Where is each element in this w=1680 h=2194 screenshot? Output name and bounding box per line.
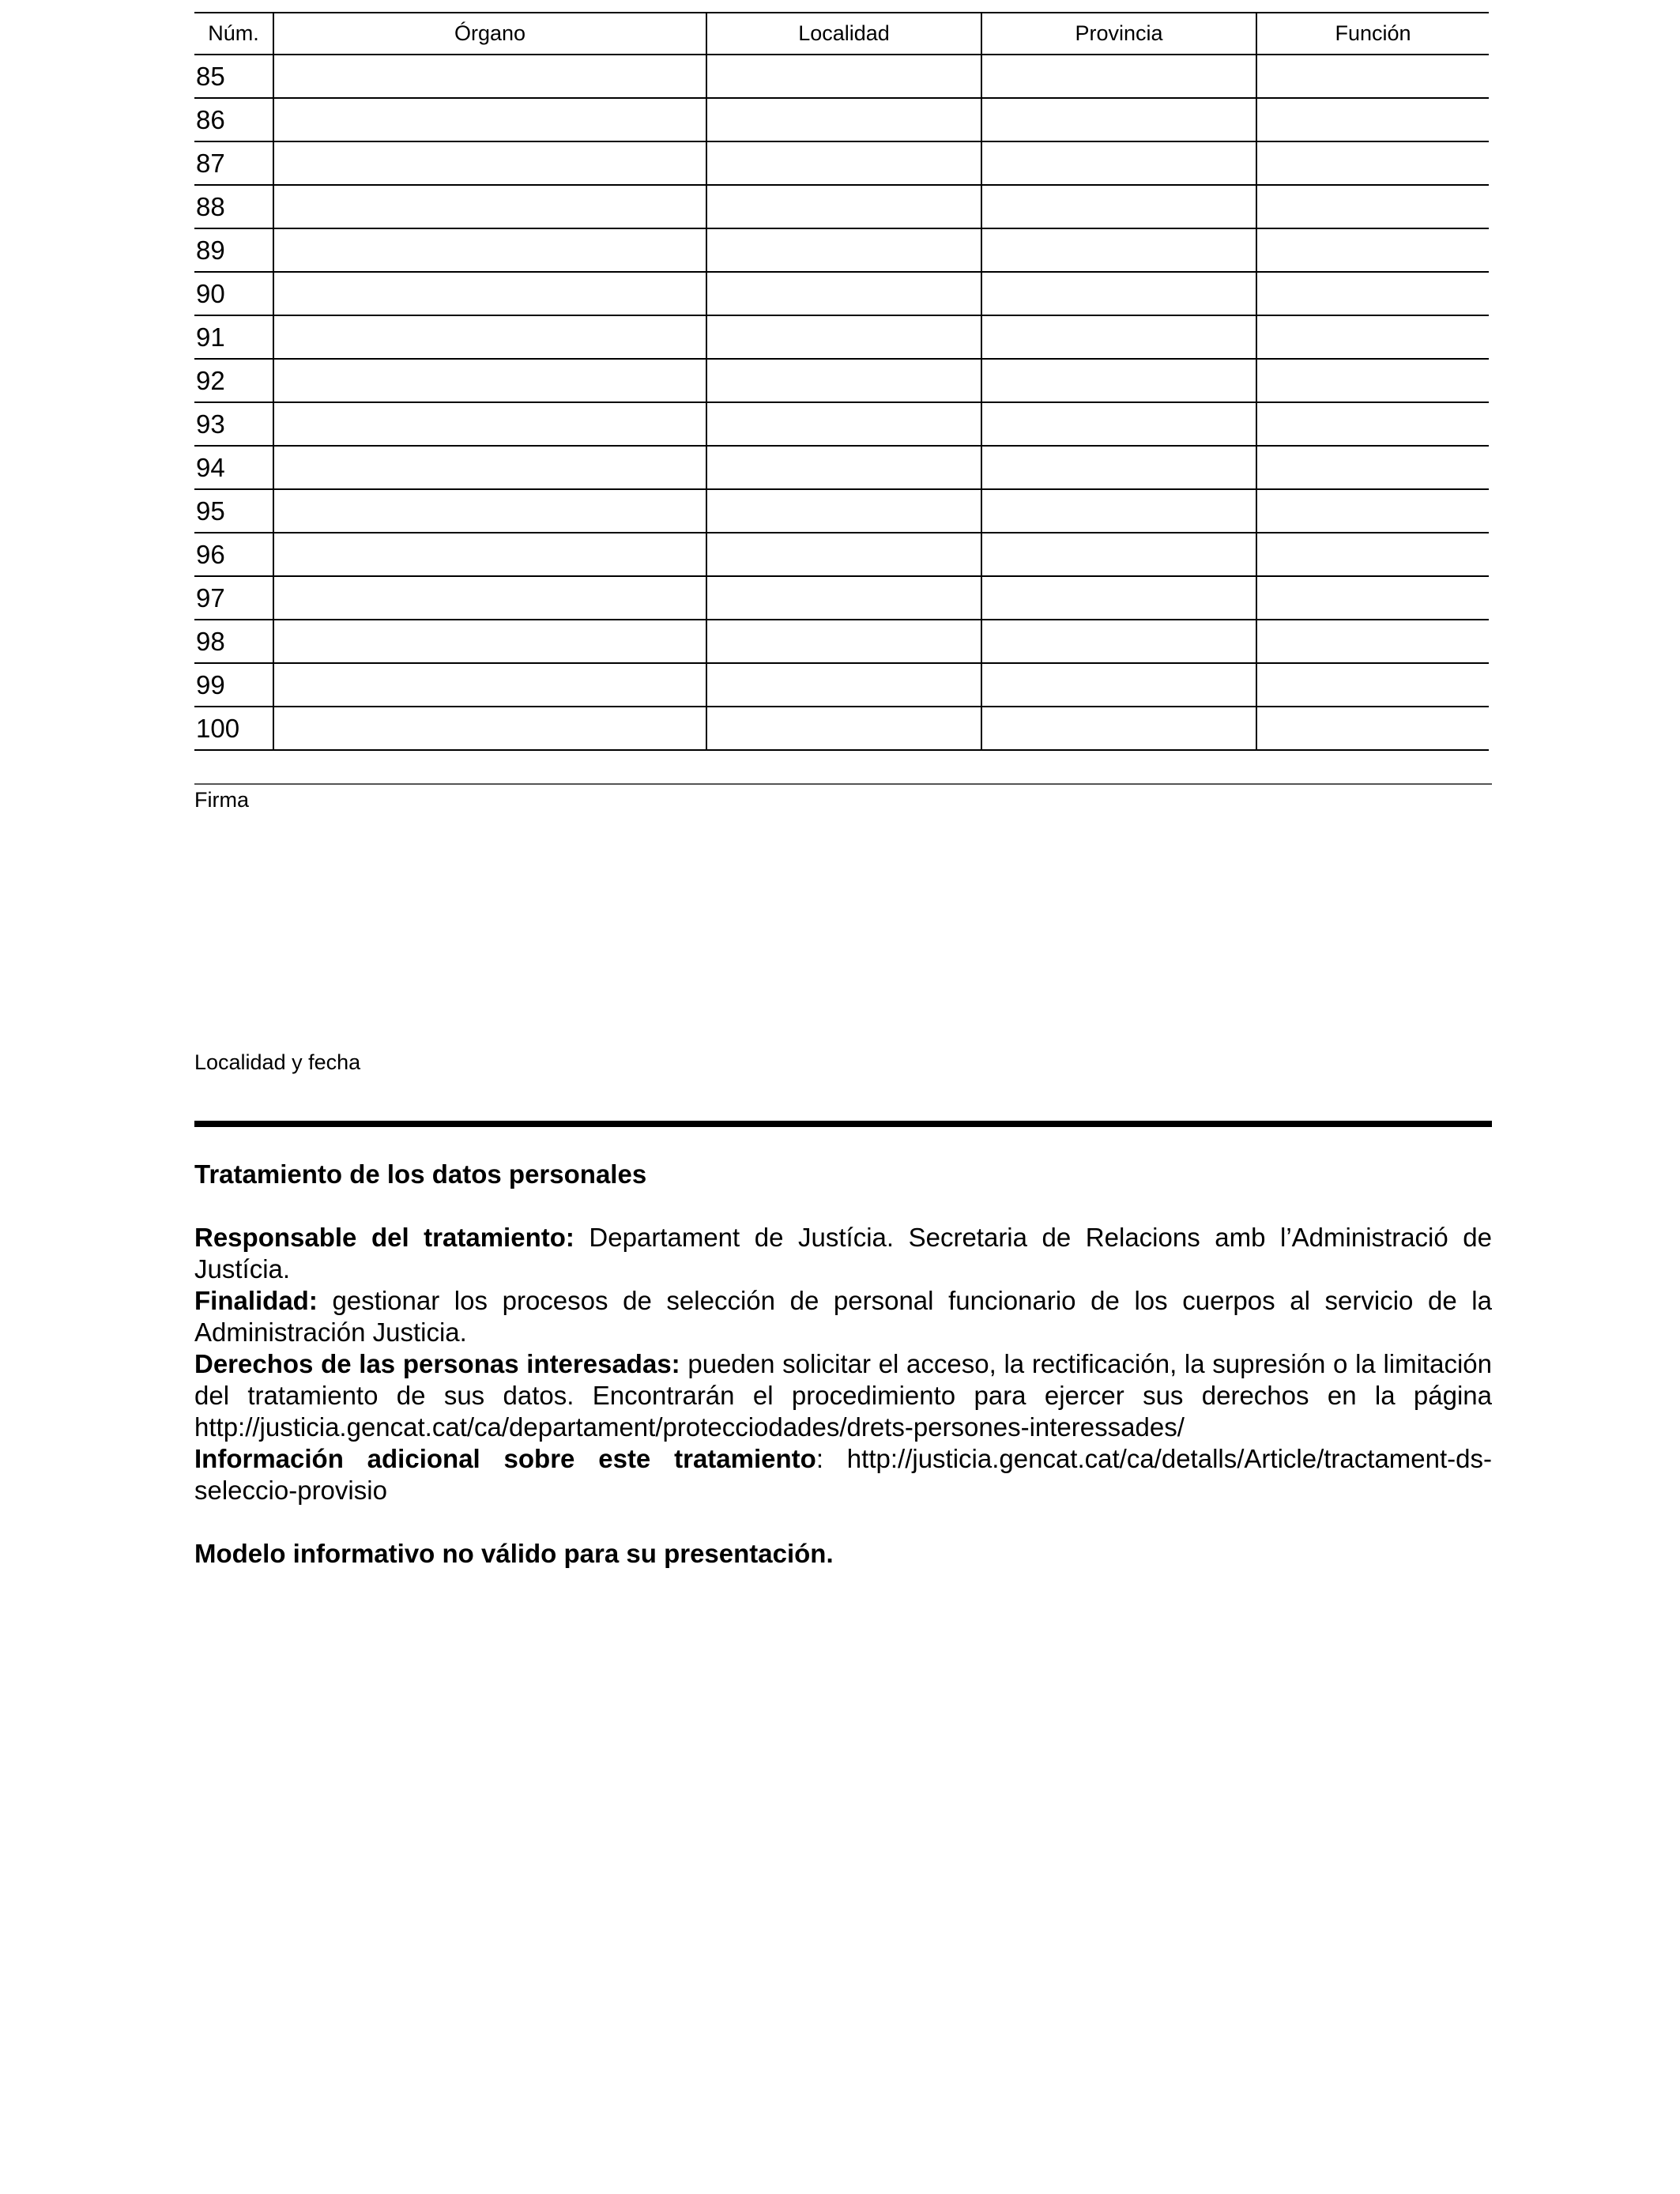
header-organo: Órgano xyxy=(273,13,706,55)
table-row xyxy=(194,663,1489,707)
invalid-model-notice: Modelo informativo no válido para su presentación. xyxy=(194,1539,834,1568)
organo-cell[interactable] xyxy=(273,141,706,185)
num-cell: 91 xyxy=(194,315,273,359)
responsable-paragraph xyxy=(194,1222,1492,1285)
derechos-label: Derechos de las personas interesadas: xyxy=(194,1349,680,1378)
table-row xyxy=(194,315,1489,359)
signature-divider xyxy=(194,783,1492,785)
num-cell: 85 xyxy=(194,55,273,98)
provincia-cell[interactable] xyxy=(981,141,1256,185)
table-row xyxy=(194,228,1489,272)
num-cell: 94 xyxy=(194,446,273,489)
table-row xyxy=(194,55,1489,98)
organo-cell[interactable] xyxy=(273,620,706,663)
funcion-cell[interactable] xyxy=(1256,315,1489,359)
info-adicional-label: Información adicional sobre este tratamiento xyxy=(194,1444,816,1473)
table-row xyxy=(194,359,1489,402)
localidad-cell[interactable] xyxy=(706,576,981,620)
localidad-cell[interactable] xyxy=(706,707,981,750)
localidad-fecha-label: Localidad y fecha xyxy=(194,1050,361,1074)
header-provincia: Provincia xyxy=(981,13,1256,55)
funcion-cell[interactable] xyxy=(1256,620,1489,663)
provincia-cell[interactable] xyxy=(981,315,1256,359)
provincia-cell[interactable] xyxy=(981,228,1256,272)
num-cell: 97 xyxy=(194,576,273,620)
localidad-cell[interactable] xyxy=(706,402,981,446)
table-row xyxy=(194,98,1489,141)
localidad-cell[interactable] xyxy=(706,185,981,228)
num-cell: 89 xyxy=(194,228,273,272)
funcion-cell[interactable] xyxy=(1256,402,1489,446)
localidad-cell[interactable] xyxy=(706,98,981,141)
num-cell: 92 xyxy=(194,359,273,402)
funcion-cell[interactable] xyxy=(1256,141,1489,185)
num-cell: 86 xyxy=(194,98,273,141)
table-row xyxy=(194,576,1489,620)
num-cell: 93 xyxy=(194,402,273,446)
provincia-cell[interactable] xyxy=(981,489,1256,533)
organo-cell[interactable] xyxy=(273,707,706,750)
num-cell: 87 xyxy=(194,141,273,185)
num-cell: 96 xyxy=(194,533,273,576)
funcion-cell[interactable] xyxy=(1256,272,1489,315)
num-cell: 90 xyxy=(194,272,273,315)
header-num: Núm. xyxy=(194,13,273,55)
table-row xyxy=(194,707,1489,750)
organo-cell[interactable] xyxy=(273,576,706,620)
table-row xyxy=(194,185,1489,228)
table-row xyxy=(194,272,1489,315)
table-header-row xyxy=(194,13,1489,55)
derechos-paragraph xyxy=(194,1348,1492,1443)
finalidad-text: gestionar los procesos de selección de personal funcionario de los cuerpos al servicio de la Administración Justicia. xyxy=(194,1286,1492,1347)
funcion-cell[interactable] xyxy=(1256,446,1489,489)
table-row xyxy=(194,533,1489,576)
table-row xyxy=(194,402,1489,446)
provincia-cell[interactable] xyxy=(981,446,1256,489)
data-protection-section xyxy=(194,1159,1492,1570)
header-localidad: Localidad xyxy=(706,13,981,55)
table-row xyxy=(194,620,1489,663)
finalidad-paragraph xyxy=(194,1285,1492,1348)
funcion-cell[interactable] xyxy=(1256,533,1489,576)
responsable-label: Responsable del tratamiento: xyxy=(194,1223,574,1252)
localidad-cell[interactable] xyxy=(706,533,981,576)
organo-cell[interactable] xyxy=(273,446,706,489)
table-body xyxy=(194,55,1489,750)
header-funcion: Función xyxy=(1256,13,1489,55)
organo-cell[interactable] xyxy=(273,402,706,446)
num-cell: 100 xyxy=(194,707,273,750)
provincia-cell[interactable] xyxy=(981,98,1256,141)
organo-cell[interactable] xyxy=(273,55,706,98)
organo-cell[interactable] xyxy=(273,228,706,272)
finalidad-label: Finalidad: xyxy=(194,1286,318,1315)
organo-cell[interactable] xyxy=(273,272,706,315)
funcion-cell[interactable] xyxy=(1256,663,1489,707)
funcion-cell[interactable] xyxy=(1256,489,1489,533)
responsable-text: Departament de Justícia. Secretaria de Relacions amb l’Administració de Justícia. xyxy=(194,1223,1492,1284)
derechos-text: pueden solicitar el acceso, la rectificación, la supresión o la limitación del tratamiento de sus datos. Encontrarán el procedimiento para ejercer sus derechos en la página http://justicia.gencat.cat/ca/departament/protecciodades/drets-persones-interessades/ xyxy=(194,1349,1492,1442)
num-cell: 99 xyxy=(194,663,273,707)
info-adicional-paragraph xyxy=(194,1443,1492,1506)
table-row xyxy=(194,446,1489,489)
localidad-cell[interactable] xyxy=(706,446,981,489)
num-cell: 88 xyxy=(194,185,273,228)
provincia-cell[interactable] xyxy=(981,55,1256,98)
funcion-cell[interactable] xyxy=(1256,228,1489,272)
table-row xyxy=(194,141,1489,185)
info-adicional-text: : http://justicia.gencat.cat/ca/detalls/Article/tractament-ds-seleccio-provisio xyxy=(194,1444,1492,1505)
num-cell: 95 xyxy=(194,489,273,533)
localidad-cell[interactable] xyxy=(706,620,981,663)
provincia-cell[interactable] xyxy=(981,663,1256,707)
localidad-cell[interactable] xyxy=(706,315,981,359)
section-divider xyxy=(194,1121,1492,1127)
organo-cell[interactable] xyxy=(273,663,706,707)
provincia-cell[interactable] xyxy=(981,707,1256,750)
provincia-cell[interactable] xyxy=(981,402,1256,446)
provincia-cell[interactable] xyxy=(981,185,1256,228)
organo-cell[interactable] xyxy=(273,489,706,533)
firma-label: Firma xyxy=(194,788,249,812)
localidad-cell[interactable] xyxy=(706,489,981,533)
funcion-cell[interactable] xyxy=(1256,576,1489,620)
organo-cell[interactable] xyxy=(273,185,706,228)
funcion-cell[interactable] xyxy=(1256,707,1489,750)
localidad-cell[interactable] xyxy=(706,359,981,402)
num-cell: 98 xyxy=(194,620,273,663)
organo-cell[interactable] xyxy=(273,98,706,141)
funcion-cell[interactable] xyxy=(1256,185,1489,228)
localidad-cell[interactable] xyxy=(706,663,981,707)
provincia-cell[interactable] xyxy=(981,359,1256,402)
funcion-cell[interactable] xyxy=(1256,55,1489,98)
funcion-cell[interactable] xyxy=(1256,98,1489,141)
provincia-cell[interactable] xyxy=(981,533,1256,576)
table-row xyxy=(194,489,1489,533)
data-protection-title: Tratamiento de los datos personales xyxy=(194,1159,647,1189)
provincia-cell[interactable] xyxy=(981,272,1256,315)
organo-cell[interactable] xyxy=(273,533,706,576)
organo-cell[interactable] xyxy=(273,315,706,359)
organs-table xyxy=(194,12,1489,751)
organo-cell[interactable] xyxy=(273,359,706,402)
localidad-cell[interactable] xyxy=(706,141,981,185)
provincia-cell[interactable] xyxy=(981,620,1256,663)
localidad-cell[interactable] xyxy=(706,55,981,98)
funcion-cell[interactable] xyxy=(1256,359,1489,402)
localidad-cell[interactable] xyxy=(706,228,981,272)
localidad-cell[interactable] xyxy=(706,272,981,315)
provincia-cell[interactable] xyxy=(981,576,1256,620)
